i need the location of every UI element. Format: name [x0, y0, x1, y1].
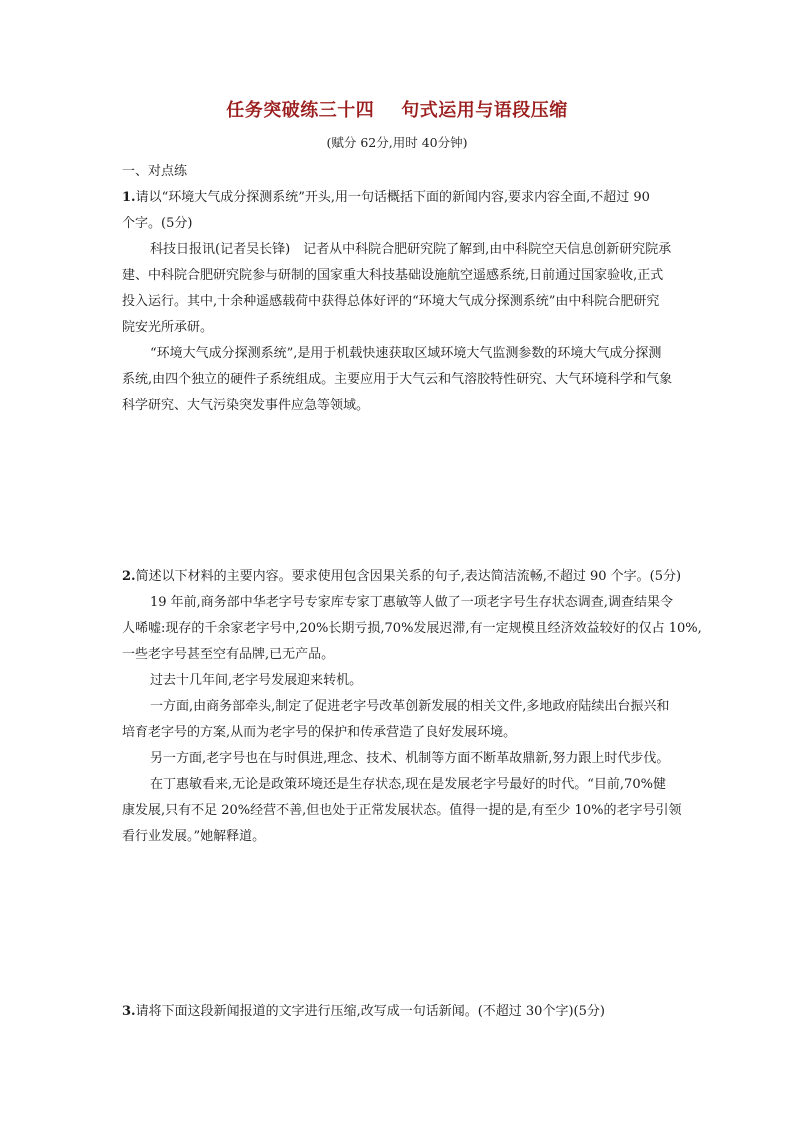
- q2-material-line: 19 年前,商务部中华老字号专家库专家丁惠敏等人做了一项老字号生存状态调查,调查结果令: [150, 595, 673, 610]
- q1-material-line: 院安光所承研。: [122, 320, 214, 335]
- q1-material-line: 投入运行。其中,十余种遥感载荷中获得总体好评的“环境大气成分探测系统”由中科院合肥研究: [122, 294, 660, 309]
- q2-material-line: 看行业发展。”她解释道。: [122, 829, 266, 844]
- q2-material-line: 一些老字号甚至空有品牌,已无产品。: [122, 647, 335, 662]
- question-1-block: [122, 159, 692, 419]
- q1-number: 1.: [122, 190, 136, 205]
- page-title: 任务突破练三十四 句式运用与语段压缩: [226, 100, 568, 121]
- q2-material-line: 康发展,只有不足 20%经营不善,但也处于正常发展状态。值得一提的是,有至少 10%的老字号引领: [122, 803, 682, 818]
- q2-material-line: 过去十几年间,老字号发展迎来转机。: [150, 673, 363, 688]
- q1-material-line: 科学研究、大气污染突发事件应急等领域。: [122, 398, 370, 413]
- q3-number: 3.: [122, 1004, 136, 1019]
- section-heading: 一、对点练: [122, 164, 188, 179]
- q1-prompt-line-1: 1.请以“环境大气成分探测系统”开头,用一句话概括下面的新闻内容,要求内容全面,不超过 90: [122, 190, 650, 205]
- q2-prompt-line-1: 2.简述以下材料的主要内容。要求使用包含因果关系的句子,表达简洁流畅,不超过 90 个字。(5分): [122, 569, 682, 584]
- page-subtitle: (赋分 62分,用时 40分钟): [326, 135, 468, 150]
- question-3-block: [122, 999, 692, 1025]
- q2-material-line: 在丁惠敏看来,无论是政策环境还是生存状态,现在是发展老字号最好的时代。“目前,70%健: [150, 777, 666, 792]
- q2-material-line: 一方面,由商务部牵头,制定了促进老字号改革创新发展的相关文件,多地政府陆续出台振兴和: [150, 699, 670, 714]
- q1-material-line: “环境大气成分探测系统”,是用于机载快速获取区域环境大气监测参数的环境大气成分探测: [150, 346, 662, 361]
- q2-material-line: 人唏嘘:现存的千余家老字号中,20%长期亏损,70%发展迟滞,有一定规模且经济效益较好的仅占 10%,: [122, 621, 702, 636]
- q1-material-line: 科技日报讯(记者吴长锋) 记者从中科院合肥研究院了解到,由中科院空天信息创新研究院承: [150, 242, 672, 257]
- q1-material-line: 系统,由四个独立的硬件子系统组成。主要应用于大气云和气溶胶特性研究、大气环境科学和气象: [122, 372, 673, 387]
- q1-material-line: 建、中科院合肥研究院参与研制的国家重大科技基础设施航空遥感系统,日前通过国家验收,正式: [122, 268, 664, 283]
- q2-material-line: 另一方面,老字号也在与时俱进,理念、技术、机制等方面不断革故鼎新,努力跟上时代步伐。: [150, 751, 670, 766]
- q2-material-line: 培育老字号的方案,从而为老字号的保护和传承营造了良好发展环境。: [122, 725, 517, 740]
- q1-prompt-line-2: 个字。(5分): [122, 216, 193, 231]
- q2-number: 2.: [122, 569, 136, 584]
- q3-prompt-line-1: 3.请将下面这段新闻报道的文字进行压缩,改写成一句话新闻。(不超过 30个字)(5分): [122, 1004, 605, 1019]
- question-2-block: [122, 564, 702, 850]
